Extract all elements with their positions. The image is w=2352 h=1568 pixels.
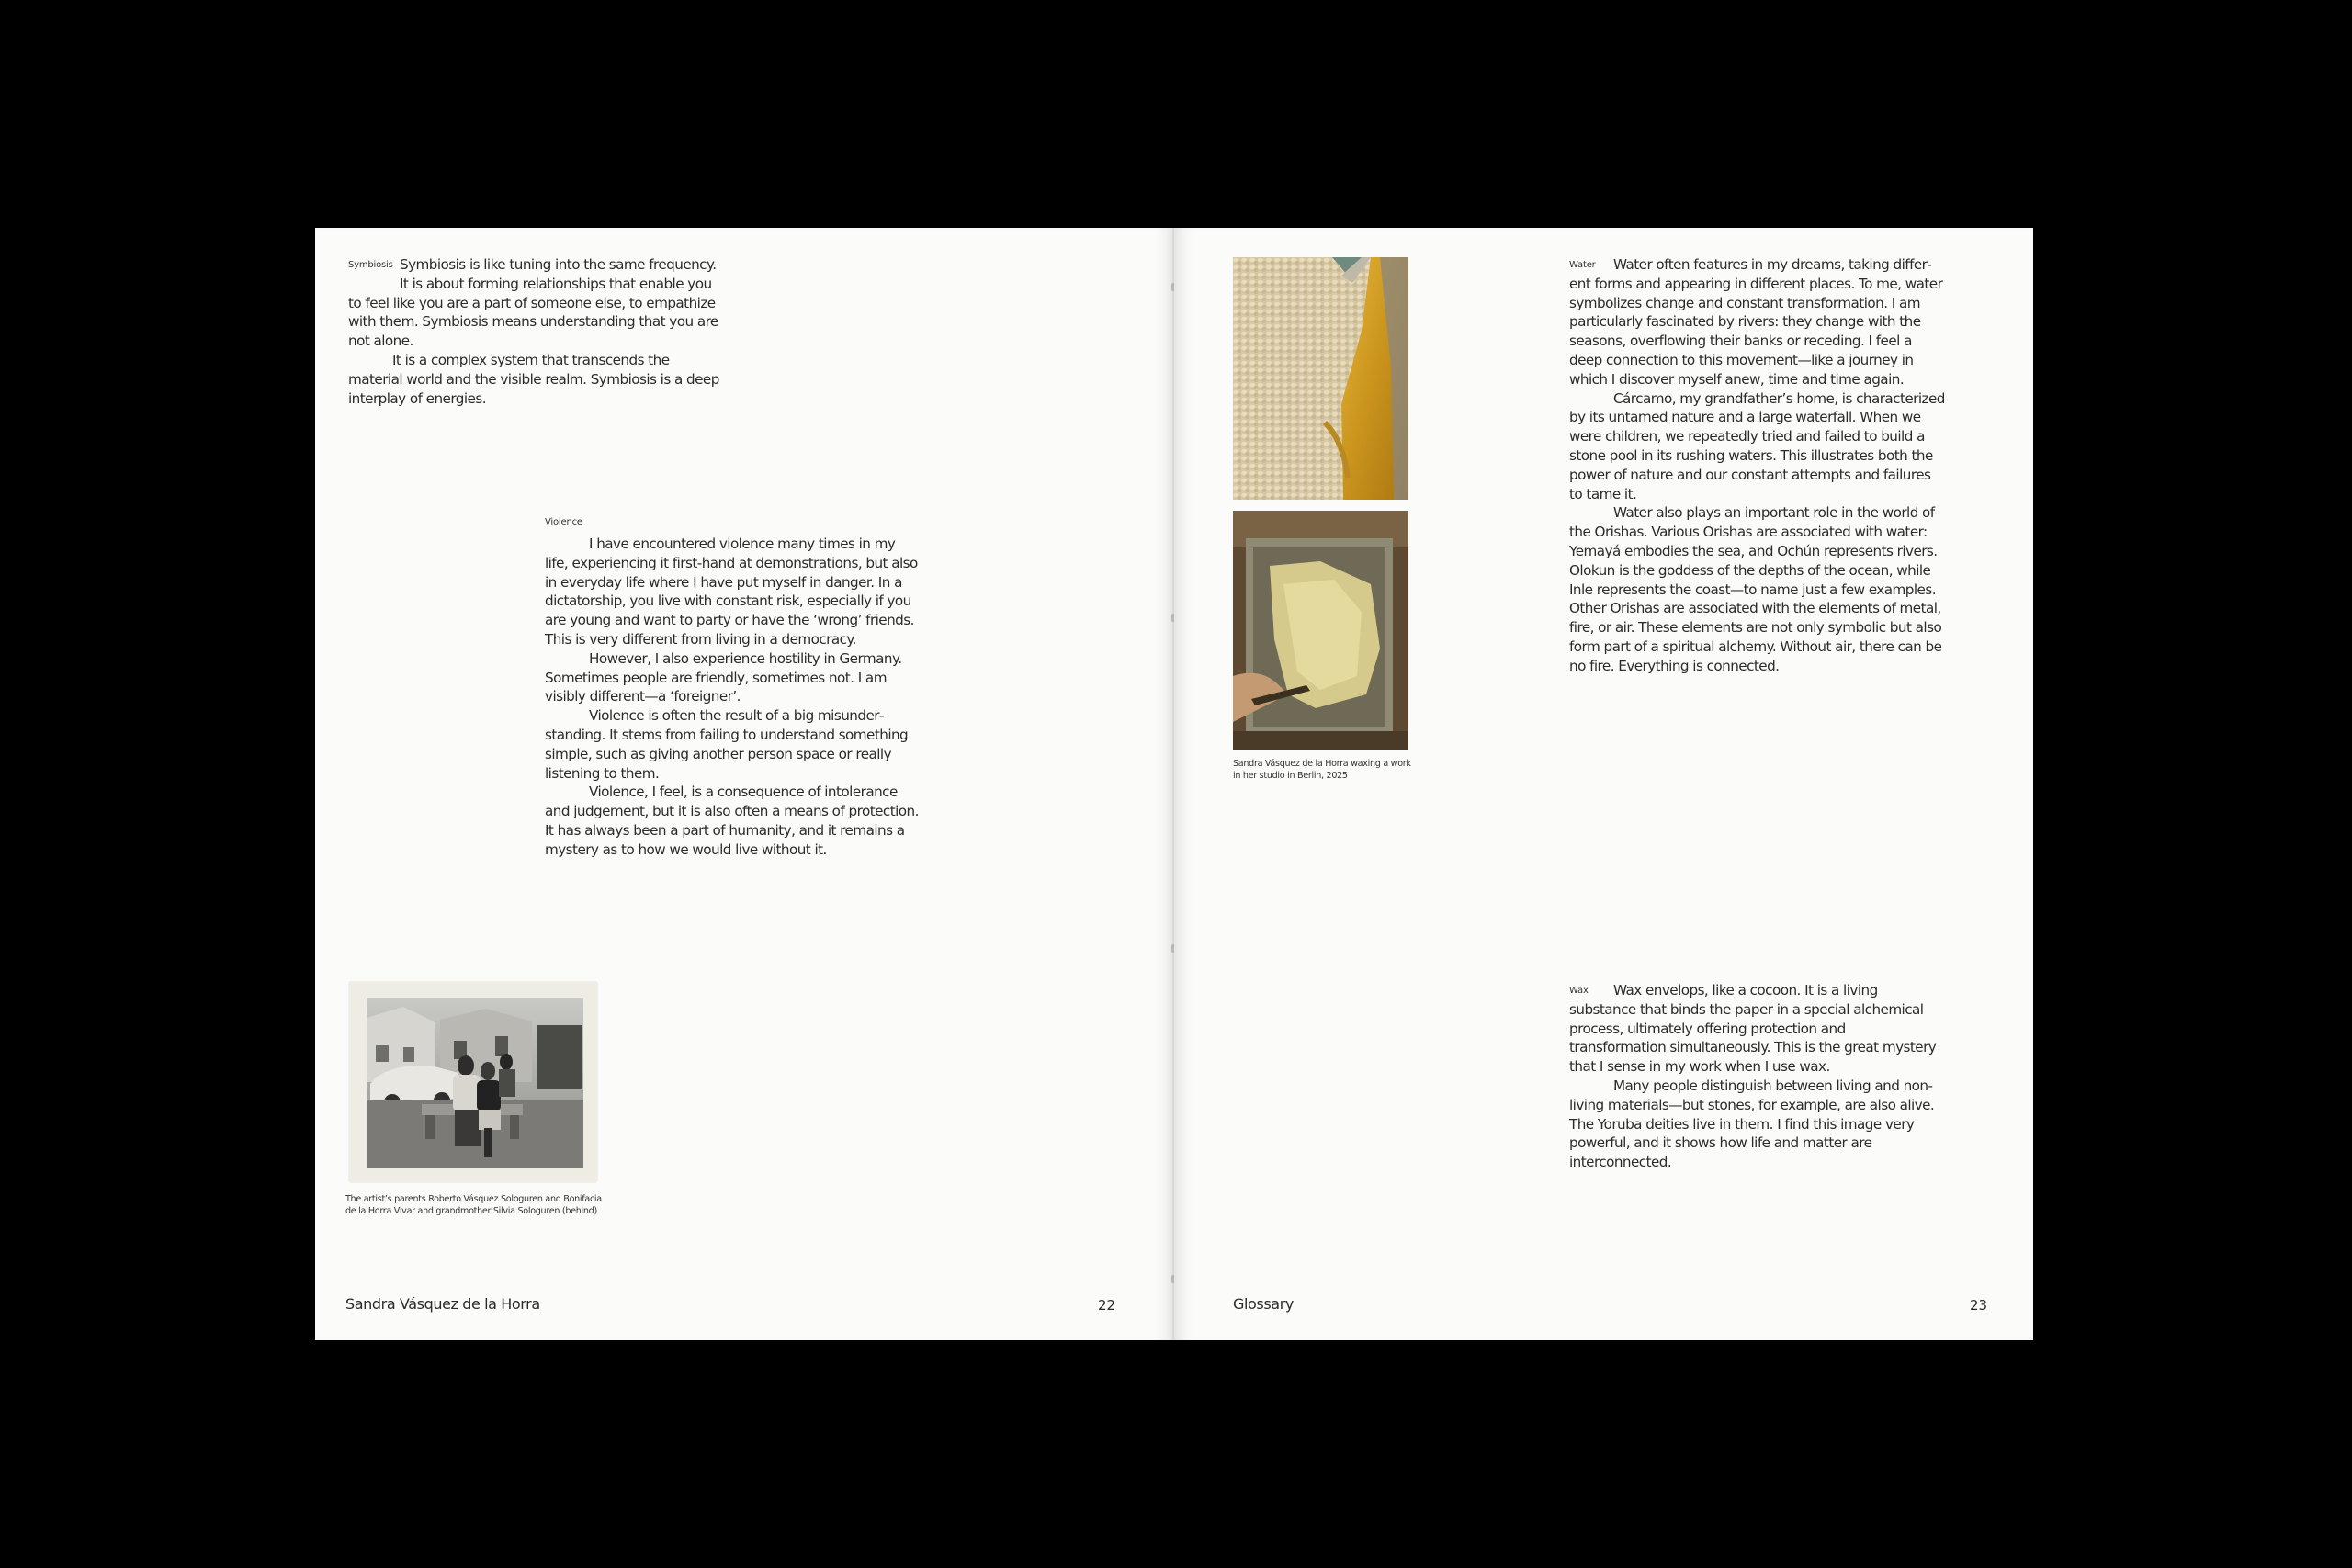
photo-caption: Sandra Vásquez de la Horra waxing a work in her studio in Berlin, 2025 bbox=[1233, 759, 1411, 781]
family-photo-image bbox=[348, 981, 598, 1183]
page-footer-author: Sandra Vásquez de la Horra bbox=[345, 1295, 540, 1313]
entry-first-line: Symbiosis is like tuning into the same frequency. bbox=[400, 256, 717, 273]
entry-paragraph: Water also plays an important role in the world of the Orishas. Various Orishas are associated with water: Yemayá embodies the sea, and Ochún represents rivers. Olokun is the goddess of the depths of the ocean, while Inle represents the coast—to name just a few examples. Other Orishas are associated with the elements of metal, fire, or air. These elements are not only symbolic but also form part of a spiritual alchemy. Without air, there can be no fire. Everything is connected. bbox=[1569, 504, 1942, 674]
glossary-entry-violence bbox=[545, 517, 922, 860]
entry-paragraph: Violence is often the result of a big misunderstanding. It stems from failing to understand something simple, such as giving another person space or really listening to them. bbox=[545, 707, 909, 782]
page-footer-section: Glossary bbox=[1233, 1295, 1294, 1313]
entry-rest: to feel like you are a part of someone else, to empathize with them. Symbiosis means understanding that you are not alone. bbox=[348, 294, 718, 350]
artist-waxing-photo bbox=[1233, 511, 1408, 750]
entry-term: Violence bbox=[545, 517, 582, 527]
entry-text bbox=[348, 255, 725, 351]
entry-second-line: It is about forming relationships that enable you bbox=[400, 275, 712, 292]
glossary-entry-symbiosis bbox=[348, 255, 725, 408]
entry-paragraph: It is a complex system that transcends the material world and the visible realm. Symbiosis is a deep interplay of energies. bbox=[348, 351, 719, 407]
entry-term: Wax bbox=[1569, 986, 1589, 996]
entry-paragraph: I have encountered violence many times in my life, experiencing it first-hand at demonstrations, but also in everyday life where I have put myself in danger. In a dictatorship, you live with constant risk, especially if you are young and want to party or have the ‘wrong’ friends. This is very different from living in a democracy. bbox=[545, 536, 918, 648]
wax-seeds-photo bbox=[1233, 257, 1408, 500]
left-page bbox=[315, 228, 1174, 1340]
entry-paragraph: Many people distinguish between living and nonliving materials—but stones, for example, are also alive. The Yoruba deities live in them. I find this image very powerful, and it shows how life and matter are interconnected. bbox=[1569, 1077, 1935, 1171]
entry-paragraph: Wax envelops, like a cocoon. It is a living substance that binds the paper in a special alchemical process, ultimately offering protection and transformation simultaneously. This is the great mystery that I sense in my work when I use wax. bbox=[1569, 982, 1937, 1076]
page-number: 23 bbox=[1970, 1297, 1988, 1314]
right-page bbox=[1174, 228, 2033, 1340]
photo-caption: The artist’s parents Roberto Vásquez Sologuren and Bonifacia de la Horra Vivar and grandmother Silvia Sologuren (behind) bbox=[345, 1194, 602, 1216]
artist-waxing-image bbox=[1233, 511, 1408, 750]
wax-seeds-image bbox=[1233, 257, 1408, 500]
book-spread bbox=[315, 228, 2033, 1340]
entry-term: Water bbox=[1569, 260, 1596, 270]
entry-paragraph: Cárcamo, my grandfather’s home, is characterized by its untamed nature and a large waterfall. When we were children, we repeatedly tried and failed to build a stone pool in its rushing waters. This illustrates both the power of nature and our constant attempts and failures to tame it. bbox=[1569, 389, 1945, 502]
page-number: 22 bbox=[1098, 1297, 1116, 1314]
entry-paragraph: Violence, I feel, is a consequence of intolerance and judgement, but it is also often a means of protection. It has always been a part of humanity, and it remains a mystery as to how we would live without it. bbox=[545, 784, 919, 858]
family-photo bbox=[348, 981, 598, 1183]
entry-term: Symbiosis bbox=[348, 260, 393, 270]
entry-paragraph: However, I also experience hostility in Germany. Sometimes people are friendly, sometimes not. I am visibly different—a ‘foreigner’. bbox=[545, 649, 902, 705]
entry-paragraph: Water often features in my dreams, taking different forms and appearing in different places. To me, water symbolizes change and constant transformation. I am particularly fascinated by rivers: they change with the seasons, overflowing their banks or receding. I feel a deep connection to this movement—like a journey in which I discover myself anew, time and time again. bbox=[1569, 256, 1943, 388]
glossary-entry-wax bbox=[1569, 981, 1946, 1172]
glossary-entry-water bbox=[1569, 255, 1946, 676]
